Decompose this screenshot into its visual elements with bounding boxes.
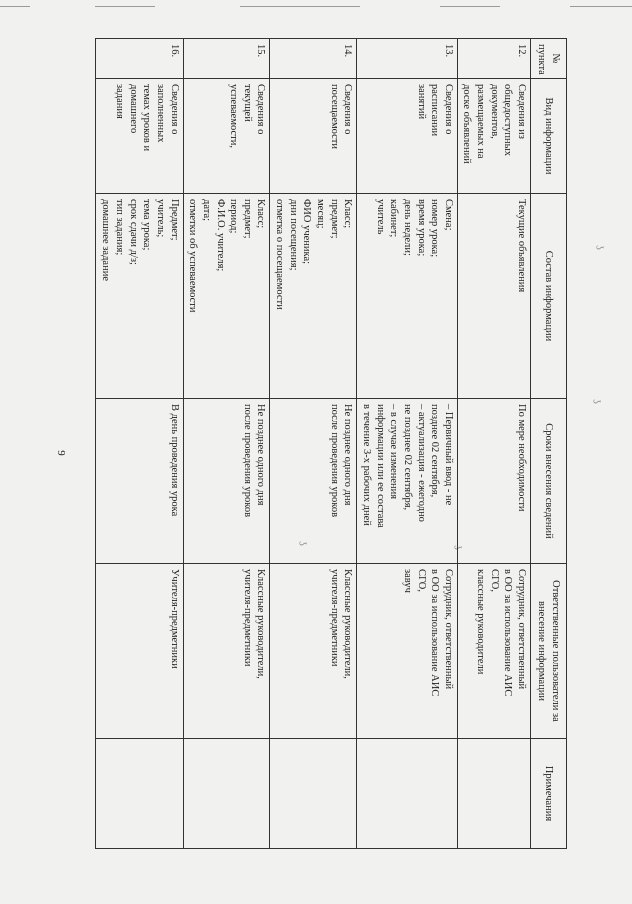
cell-line: кабинет; <box>388 199 400 238</box>
scan-mark: ʖ <box>451 545 463 550</box>
cell-line: текущей <box>241 84 253 122</box>
cell-line: Смена; <box>442 199 454 231</box>
row-responsible <box>183 564 270 739</box>
cell-line: не позднее 02 сентября, <box>401 404 413 511</box>
row-terms <box>183 399 270 564</box>
cell-line: тема урока; <box>141 199 153 251</box>
row-notes <box>457 739 530 849</box>
cell-line: дни посещения; <box>287 199 299 271</box>
table-row <box>183 39 270 849</box>
scan-mark: ʖ <box>593 245 605 250</box>
cell-line: время урока; <box>415 199 427 257</box>
cell-line: 16. <box>168 44 180 58</box>
cell-line: дата; <box>200 199 212 222</box>
cell-line: – в случае изменения <box>388 404 400 500</box>
row-terms <box>457 399 530 564</box>
cell-line: Класс; <box>255 199 267 229</box>
header-terms: Сроки внесения сведений <box>531 399 567 564</box>
row-content <box>357 194 457 399</box>
cell-line: доске объявлений <box>461 84 473 164</box>
cell-line: тип задания; <box>114 199 126 256</box>
cell-line: период; <box>228 199 240 234</box>
cell-line: завуч <box>401 569 413 593</box>
cell-line: Сведения о <box>442 84 454 135</box>
header-content: Состав информации <box>531 194 567 399</box>
cell-line: По мере необходимости <box>516 404 527 512</box>
cell-line: информации или ее состава <box>374 404 386 528</box>
cell-line: расписании <box>429 84 441 137</box>
row-number <box>95 39 183 79</box>
cell-line: 13. <box>442 44 454 58</box>
cell-line: Текущие объявления <box>516 199 527 293</box>
table-row <box>270 39 357 849</box>
header-responsible: Ответственные пользователи за внесение информации <box>531 564 567 739</box>
page-number: 9 <box>54 450 67 456</box>
scan-top-edge <box>0 0 632 12</box>
row-content <box>183 194 270 399</box>
header-notes: Примечания <box>531 739 567 849</box>
cell-line: заполненных <box>154 84 166 143</box>
cell-line: 14. <box>342 44 354 58</box>
cell-line: задания <box>114 84 126 119</box>
row-responsible <box>270 564 357 739</box>
cell-line: месяц; <box>315 199 327 229</box>
cell-line: предмет; <box>328 199 340 239</box>
cell-line: позднее 02 сентября, <box>429 404 441 498</box>
row-kind <box>357 79 457 194</box>
cell-line: отметки об успеваемости <box>187 199 199 313</box>
cell-line: – Первичный ввод - не <box>442 404 454 506</box>
row-kind <box>457 79 530 194</box>
row-terms <box>270 399 357 564</box>
row-content <box>95 194 183 399</box>
cell-line: Сведения о <box>255 84 267 135</box>
cell-line: Не позднее одного дня <box>342 404 354 506</box>
row-responsible <box>457 564 530 739</box>
cell-line: Классные руководители, <box>255 569 267 679</box>
row-kind <box>270 79 357 194</box>
scan-mark: ʖ <box>590 399 602 404</box>
row-content <box>457 194 530 399</box>
cell-line: учителя-предметники <box>328 569 340 667</box>
row-number <box>270 39 357 79</box>
cell-line: посещаемости <box>328 84 340 150</box>
cell-line: домашнего <box>127 84 139 134</box>
cell-line: Не позднее одного дня <box>255 404 267 506</box>
row-terms <box>95 399 183 564</box>
cell-line: 12. <box>516 44 527 58</box>
cell-line: темах уроков и <box>141 84 153 152</box>
cell-line: занятий <box>415 84 427 120</box>
cell-line: день недели; <box>401 199 413 256</box>
cell-line: Ф.И.О. учителя; <box>214 199 226 272</box>
cell-line: учитель <box>374 199 386 235</box>
row-responsible <box>95 564 183 739</box>
row-responsible <box>357 564 457 739</box>
table-row <box>357 39 457 849</box>
cell-line: Сотрудник, ответственный <box>442 569 454 690</box>
cell-line: номер урока; <box>429 199 441 258</box>
row-content <box>270 194 357 399</box>
cell-line: учитель; <box>154 199 166 238</box>
row-notes <box>183 739 270 849</box>
row-number <box>183 39 270 79</box>
cell-line: отметка о посещаемости <box>274 199 286 310</box>
table-header-row <box>531 39 567 849</box>
cell-line: Сведения о <box>168 84 180 135</box>
header-number: № пункта <box>531 39 567 79</box>
info-table-wrapper <box>100 38 567 848</box>
cell-line: – актуализация - ежегодно <box>415 404 427 522</box>
cell-line: в течение 3-х рабочих дней <box>360 404 372 526</box>
cell-line: СГО, <box>415 569 427 593</box>
cell-line: Классные руководители, <box>342 569 354 679</box>
cell-line: Сотрудник, ответственный <box>516 569 527 690</box>
table-row <box>95 39 183 849</box>
cell-line: Класс; <box>342 199 354 229</box>
row-notes <box>270 739 357 849</box>
row-notes <box>357 739 457 849</box>
cell-line: Учителя-предметники <box>168 569 180 669</box>
row-kind <box>95 79 183 194</box>
row-notes <box>95 739 183 849</box>
cell-line: СГО, <box>488 569 500 593</box>
cell-line: домашнее задание <box>100 199 112 281</box>
info-table <box>95 38 567 849</box>
row-number <box>457 39 530 79</box>
cell-line: Предмет; <box>168 199 180 241</box>
cell-line: после проведения уроков <box>328 404 340 518</box>
row-number <box>357 39 457 79</box>
cell-line: В день проведения урока <box>168 404 180 517</box>
cell-line: учителя-предметники <box>241 569 253 667</box>
cell-line: ФИО ученика; <box>301 199 313 265</box>
row-kind <box>183 79 270 194</box>
cell-line: после проведения уроков <box>241 404 253 518</box>
cell-line: документов, <box>488 84 500 139</box>
row-terms <box>357 399 457 564</box>
cell-line: в ОО за использование АИС <box>429 569 441 697</box>
scan-mark: ʖ <box>296 541 308 546</box>
cell-line: Сведения из <box>516 84 527 139</box>
cell-line: успеваемости, <box>228 84 240 148</box>
header-kind: Вид информации <box>531 79 567 194</box>
cell-line: общедоступных <box>502 84 514 156</box>
cell-line: в ОО за использование АИС <box>502 569 514 697</box>
table-row <box>457 39 530 849</box>
cell-line: предмет; <box>241 199 253 239</box>
cell-line: Сведения о <box>342 84 354 135</box>
cell-line: классные руководители <box>475 569 487 675</box>
cell-line: 15. <box>255 44 267 58</box>
cell-line: срок сдачи д/з; <box>127 199 139 265</box>
cell-line: размещаемых на <box>475 84 487 159</box>
